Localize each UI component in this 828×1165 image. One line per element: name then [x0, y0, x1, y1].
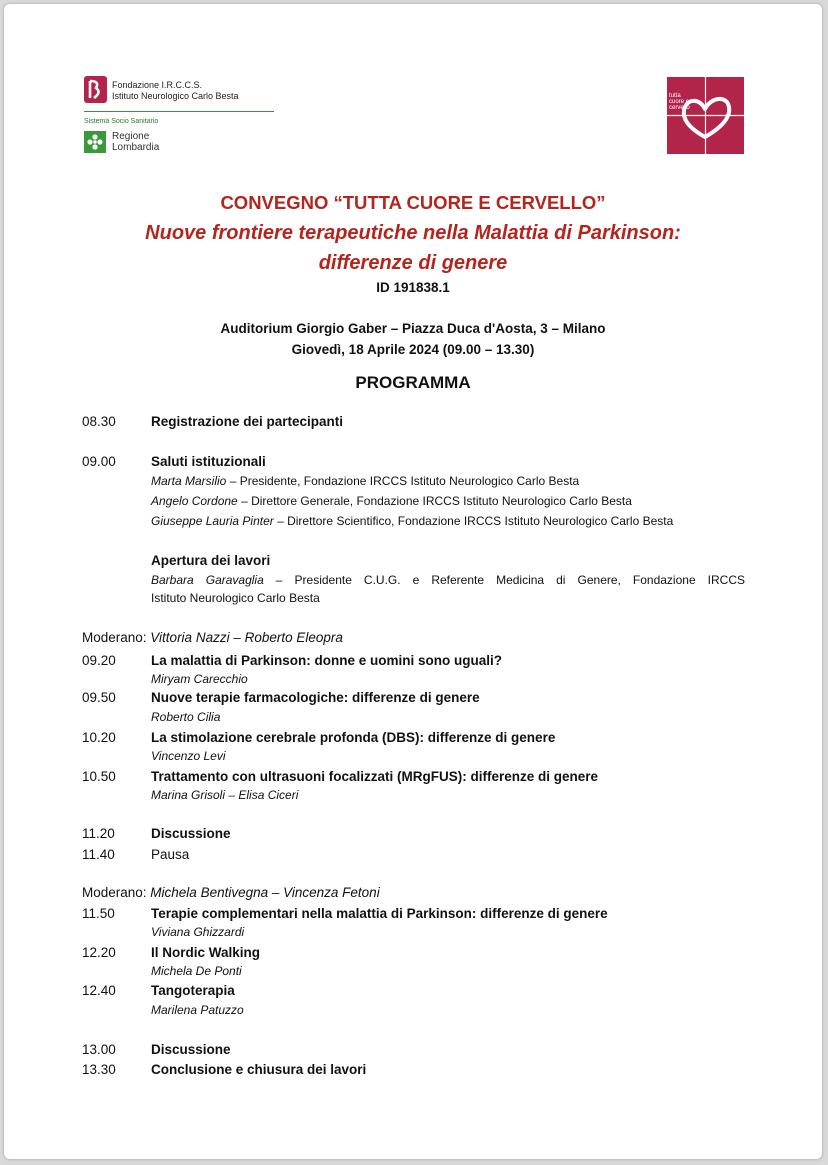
- talk-title: Nuove terapie farmacologiche: differenze di genere: [151, 690, 480, 705]
- heart-caption-line2: cuore e: [669, 99, 690, 105]
- talk-time: 11.50: [82, 906, 115, 921]
- talk-time: 10.20: [82, 730, 116, 745]
- time-chiusura: 13.30: [82, 1062, 116, 1077]
- speaker-role: – Direttore Scientifico, Fondazione IRCCS Istituto Neurologico Carlo Besta: [273, 514, 674, 528]
- time-discussione2: 13.00: [82, 1042, 116, 1057]
- ssr-label: Sistema Socio Sanitario: [84, 118, 159, 125]
- lombardia-rose-icon: [84, 131, 106, 153]
- item-chiusura: Conclusione e chiusura dei lavori: [151, 1062, 367, 1077]
- moderators-session2: [82, 885, 380, 900]
- talk-time: 12.40: [82, 983, 116, 998]
- lombardia-name: [112, 131, 159, 153]
- time-discussione1: 11.20: [82, 826, 115, 841]
- besta-line2: Istituto Neurologico Carlo Besta: [112, 90, 239, 101]
- moderators-session1: [82, 630, 343, 645]
- talk-time: 09.50: [82, 690, 116, 705]
- speaker-line: [151, 573, 745, 587]
- speaker-line: [151, 514, 673, 528]
- moderators-names: Vittoria Nazzi – Roberto Eleopra: [150, 630, 343, 645]
- event-subtitle-line2: differenze di genere: [318, 252, 508, 274]
- moderators-names: Michela Bentivegna – Vincenza Fetoni: [150, 885, 380, 900]
- talk-speaker-name: Vincenzo Levi: [151, 749, 226, 763]
- item-discussione1: Discussione: [151, 826, 231, 841]
- talk-title: Il Nordic Walking: [151, 945, 261, 960]
- item-saluti: Saluti istituzionali: [151, 454, 266, 469]
- talk-title: La stimolazione cerebrale profonda (DBS): differenze di genere: [151, 730, 556, 745]
- talk-speaker: [151, 1003, 244, 1017]
- besta-name: [112, 80, 239, 101]
- talk-speaker: [151, 964, 242, 978]
- speaker-line: [151, 474, 579, 488]
- speaker-role: – Presidente, Fondazione IRCCS Istituto Neurologico Carlo Besta: [226, 474, 580, 488]
- talk-speaker: [151, 788, 298, 802]
- talk-time: 10.50: [82, 769, 116, 784]
- tutta-cuore-heart-logo: [667, 77, 744, 154]
- moderators-label: Moderano:: [82, 630, 151, 645]
- speaker-role-cont: Istituto Neurologico Carlo Besta: [151, 591, 320, 605]
- speaker-name: Angelo Cordone: [151, 494, 238, 508]
- document-page: [4, 4, 822, 1159]
- talk-speaker-name: Viviana Ghizzardi: [151, 925, 245, 939]
- lombardia-line1: Regione: [112, 131, 150, 142]
- heart-caption: [669, 93, 690, 111]
- moderators-label: Moderano:: [82, 885, 151, 900]
- talk-speaker-name: Marina Grisoli – Elisa Ciceri: [151, 788, 299, 802]
- event-id: ID 191838.1: [376, 280, 450, 295]
- talk-speaker-name: Miryam Carecchio: [151, 672, 248, 686]
- talk-speaker: [151, 925, 244, 939]
- item-registrazione: Registrazione dei partecipanti: [151, 414, 344, 429]
- time-pausa: 11.40: [82, 847, 115, 862]
- talk-speaker: [151, 749, 226, 763]
- speaker-name: Marta Marsilio: [151, 474, 227, 488]
- talk-title: Tangoterapia: [151, 983, 235, 998]
- time-saluti: 09.00: [82, 454, 116, 469]
- talk-title: La malattia di Parkinson: donne e uomini sono uguali?: [151, 653, 503, 668]
- time-registrazione: 08.30: [82, 414, 116, 429]
- besta-line1: Fondazione I.R.C.C.S.: [112, 80, 203, 90]
- talk-speaker-name: Marilena Patuzzo: [151, 1003, 244, 1017]
- logo-divider: [84, 111, 274, 112]
- talk-speaker: [151, 710, 220, 724]
- besta-logo-icon: [84, 76, 107, 103]
- talk-title: Trattamento con ultrasuoni focalizzati (MRgFUS): differenze di genere: [151, 769, 599, 784]
- event-date: Giovedì, 18 Aprile 2024 (09.00 – 13.30): [291, 342, 535, 357]
- talk-speaker: [151, 672, 248, 686]
- item-discussione2: Discussione: [151, 1042, 231, 1057]
- event-venue: Auditorium Giorgio Gaber – Piazza Duca d'Aosta, 3 – Milano: [220, 321, 606, 336]
- speaker-name: Giuseppe Lauria Pinter: [151, 514, 274, 528]
- heart-caption-line1: tutta: [669, 93, 681, 99]
- speaker-role: – Direttore Generale, Fondazione IRCCS Istituto Neurologico Carlo Besta: [237, 494, 632, 508]
- talk-speaker-name: Roberto Cilia: [151, 710, 221, 724]
- speaker-name: Barbara Garavaglia: [151, 573, 264, 587]
- talk-time: 12.20: [82, 945, 116, 960]
- talk-title: Terapie complementari nella malattia di Parkinson: differenze di genere: [151, 906, 608, 921]
- programma-heading: PROGRAMMA: [355, 373, 471, 392]
- lombardia-line2: Lombardia: [112, 142, 160, 153]
- item-pausa: Pausa: [151, 847, 190, 862]
- item-apertura: Apertura dei lavori: [151, 553, 271, 568]
- talk-time: 09.20: [82, 653, 116, 668]
- heart-caption-line3: cervello: [669, 105, 690, 111]
- speaker-line: [151, 494, 632, 508]
- event-title: CONVEGNO “TUTTA CUORE E CERVELLO”: [220, 192, 606, 213]
- speaker-role: – Presidente C.U.G. e Referente Medicina di Genere, Fondazione IRCCS: [263, 573, 745, 587]
- event-subtitle-line1: Nuove frontiere terapeutiche nella Malattia di Parkinson:: [145, 222, 681, 244]
- talk-speaker-name: Michela De Ponti: [151, 964, 242, 978]
